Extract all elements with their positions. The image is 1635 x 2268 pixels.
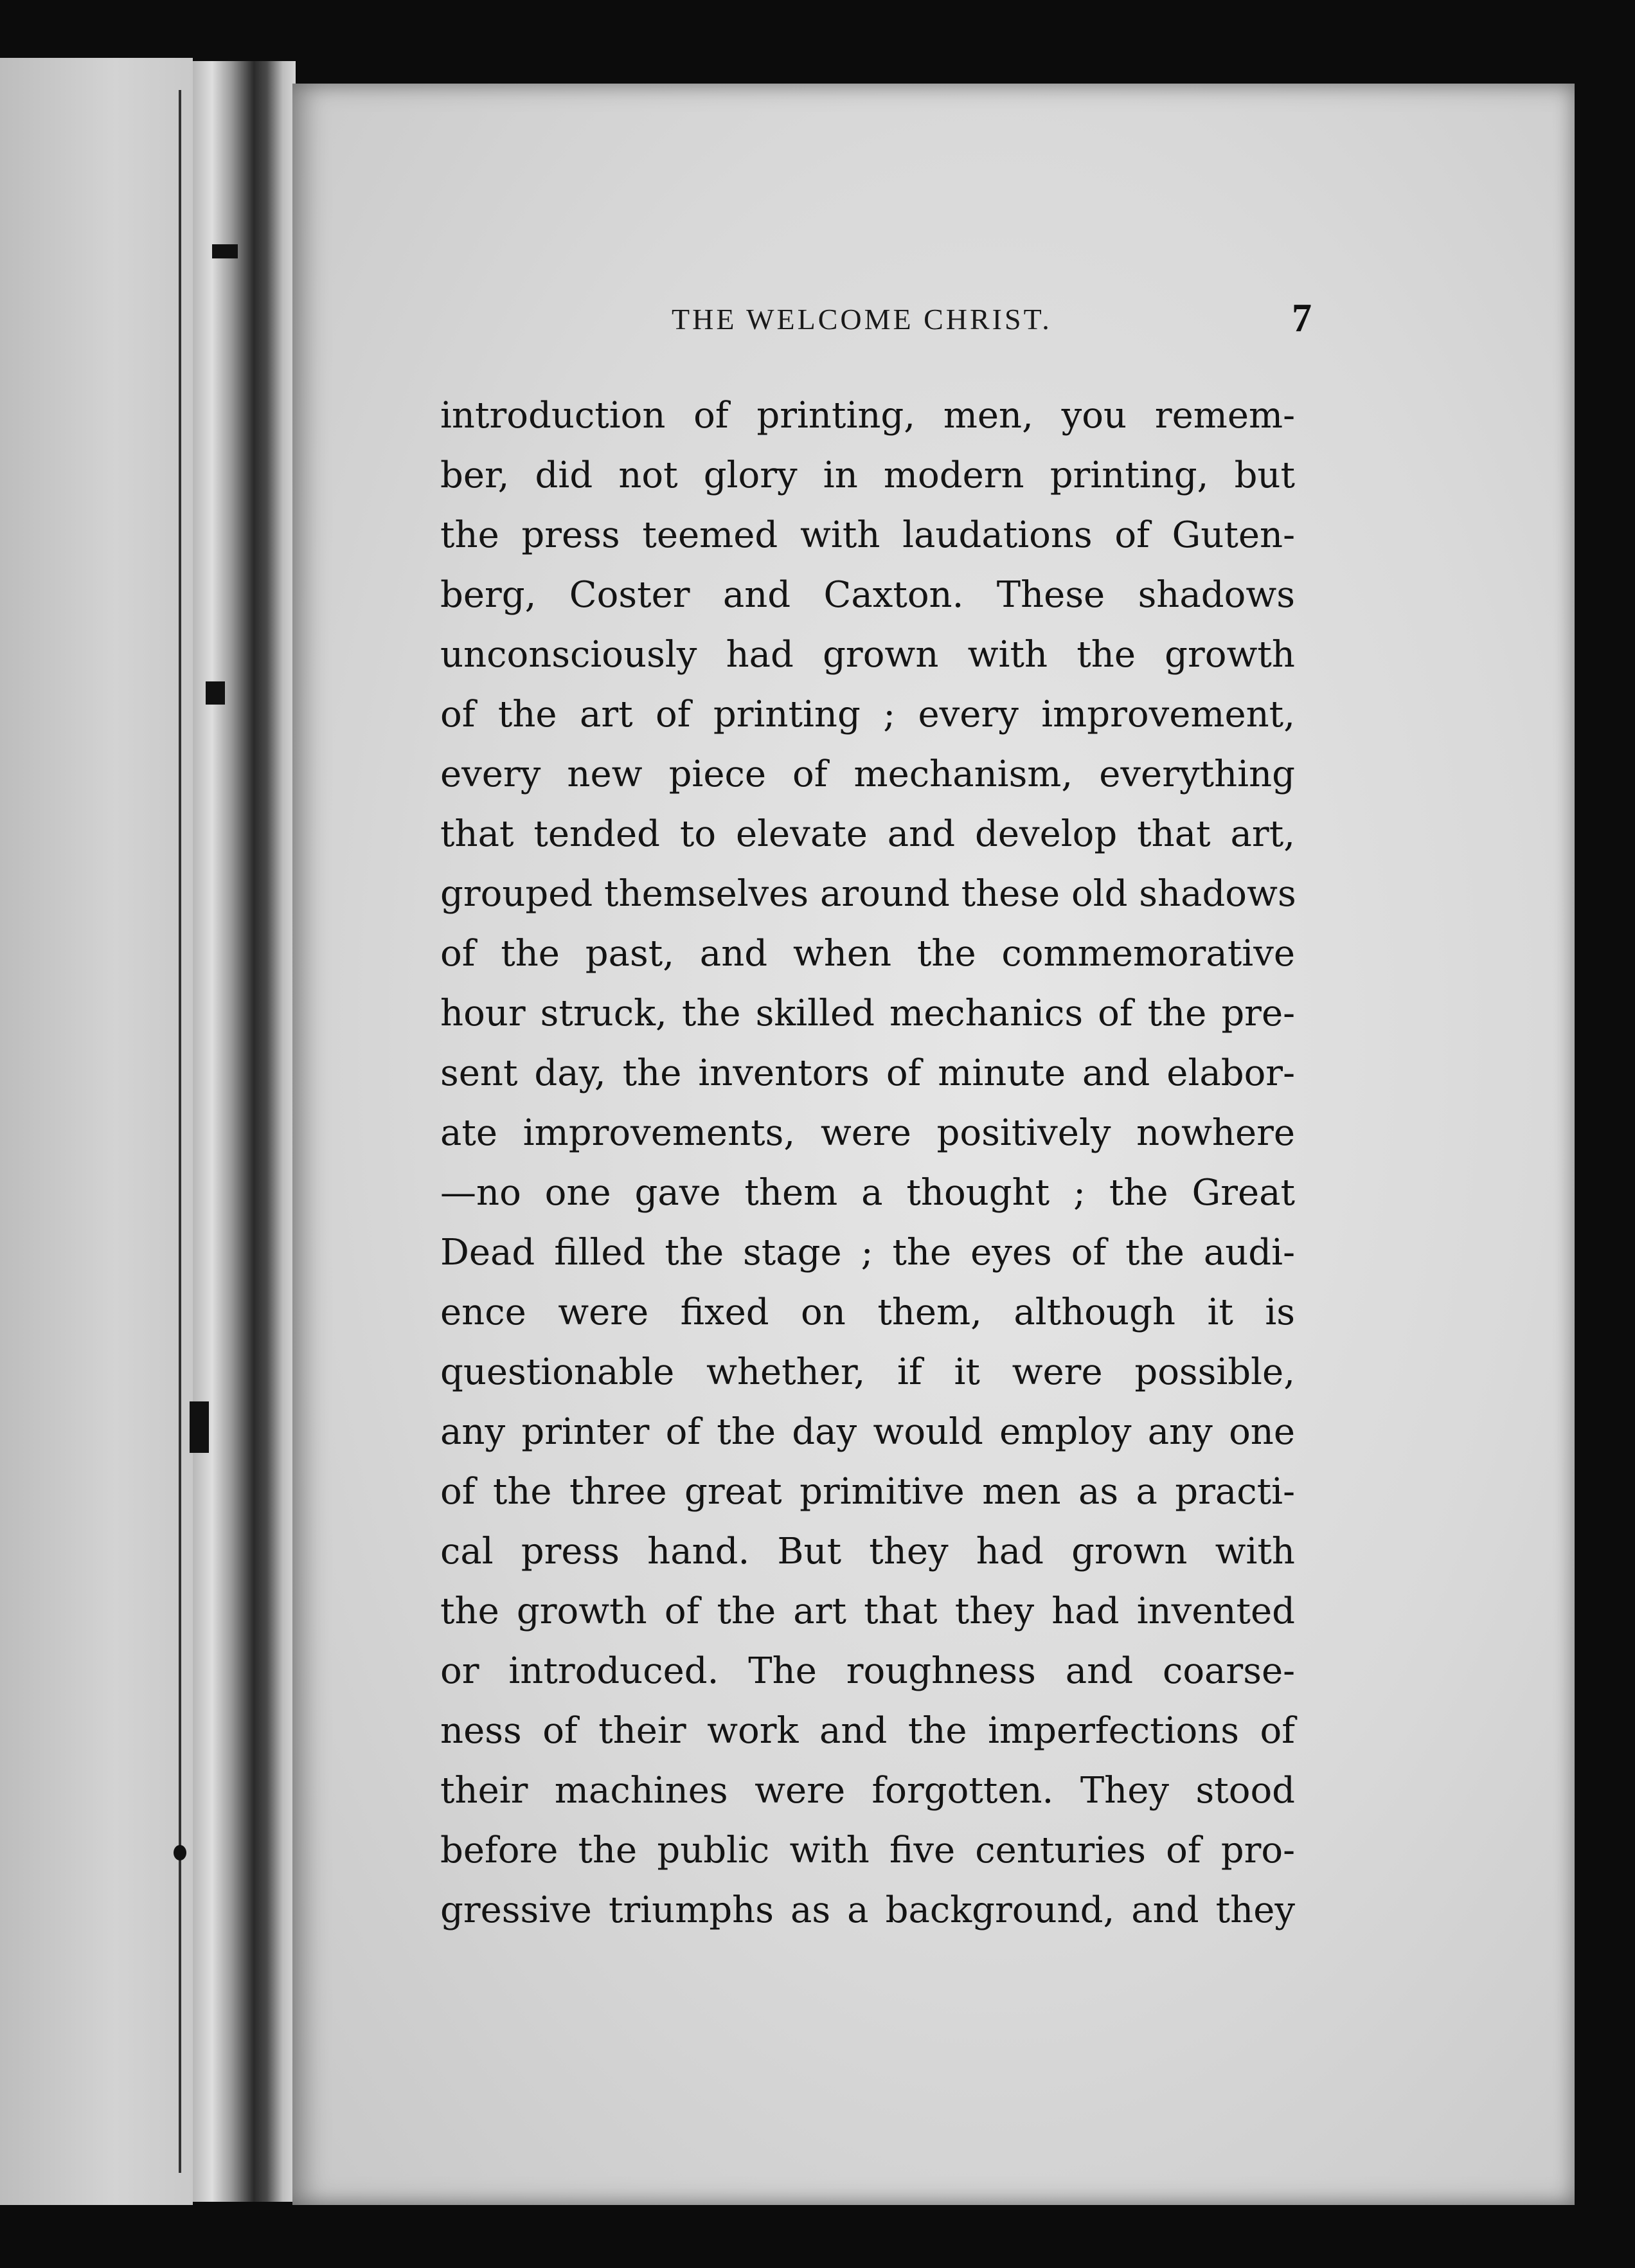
binding-stitch (190, 1401, 209, 1453)
book-gutter (193, 61, 296, 2202)
body-text (440, 386, 1295, 1940)
text-line: Dead filled the stage ; the eyes of the audi- (440, 1232, 1295, 1274)
text-line: the press teemed with laudations of Guten- (440, 514, 1295, 556)
text-line: ber, did not glory in modern printing, but (440, 455, 1295, 496)
text-line: ness of their work and the imperfections of (440, 1710, 1295, 1752)
text-line: ate improvements, were positively nowhere (440, 1112, 1295, 1154)
binding-stitch (206, 681, 225, 705)
text-line: before the public with five centuries of pro- (440, 1830, 1295, 1871)
page-number: 7 (1292, 296, 1312, 340)
left-page (0, 58, 193, 2205)
text-line: gressive triumphs as a background, and they (440, 1889, 1295, 1931)
text-line: cal press hand. But they had grown with (440, 1531, 1295, 1572)
text-line: hour struck, the skilled mechanics of the pre- (440, 993, 1295, 1034)
binding-thread (179, 90, 181, 2173)
text-line: ence were fixed on them, although it is (440, 1292, 1295, 1333)
text-line: of the past, and when the commemorative (440, 933, 1295, 975)
book-page (292, 84, 1575, 2205)
text-line: of the three great primitive men as a practi- (440, 1471, 1295, 1513)
text-line: introduction of printing, men, you remem- (440, 395, 1295, 437)
text-line: the growth of the art that they had invented (440, 1590, 1295, 1632)
text-line: every new piece of mechanism, everything (440, 753, 1295, 795)
text-line: unconsciously had grown with the growth (440, 634, 1295, 676)
text-line: sent day, the inventors of minute and elabor- (440, 1052, 1295, 1094)
text-line: their machines were forgotten. They stood (440, 1770, 1295, 1812)
text-line: berg, Coster and Caxton. These shadows (440, 574, 1295, 616)
text-line: questionable whether, if it were possible, (440, 1351, 1295, 1393)
text-line: grouped themselves around these old shadows (440, 873, 1296, 915)
text-line: that tended to elevate and develop that art, (440, 813, 1295, 855)
text-line: of the art of printing ; every improvement, (440, 694, 1295, 735)
text-line: —no one gave them a thought ; the Great (440, 1172, 1295, 1214)
running-head: THE WELCOME CHRIST. (672, 303, 1052, 336)
binding-stitch (212, 244, 238, 258)
binding-stitch (174, 1845, 186, 1860)
text-line: any printer of the day would employ any one (440, 1411, 1295, 1453)
text-line: or introduced. The roughness and coarse- (440, 1650, 1295, 1692)
